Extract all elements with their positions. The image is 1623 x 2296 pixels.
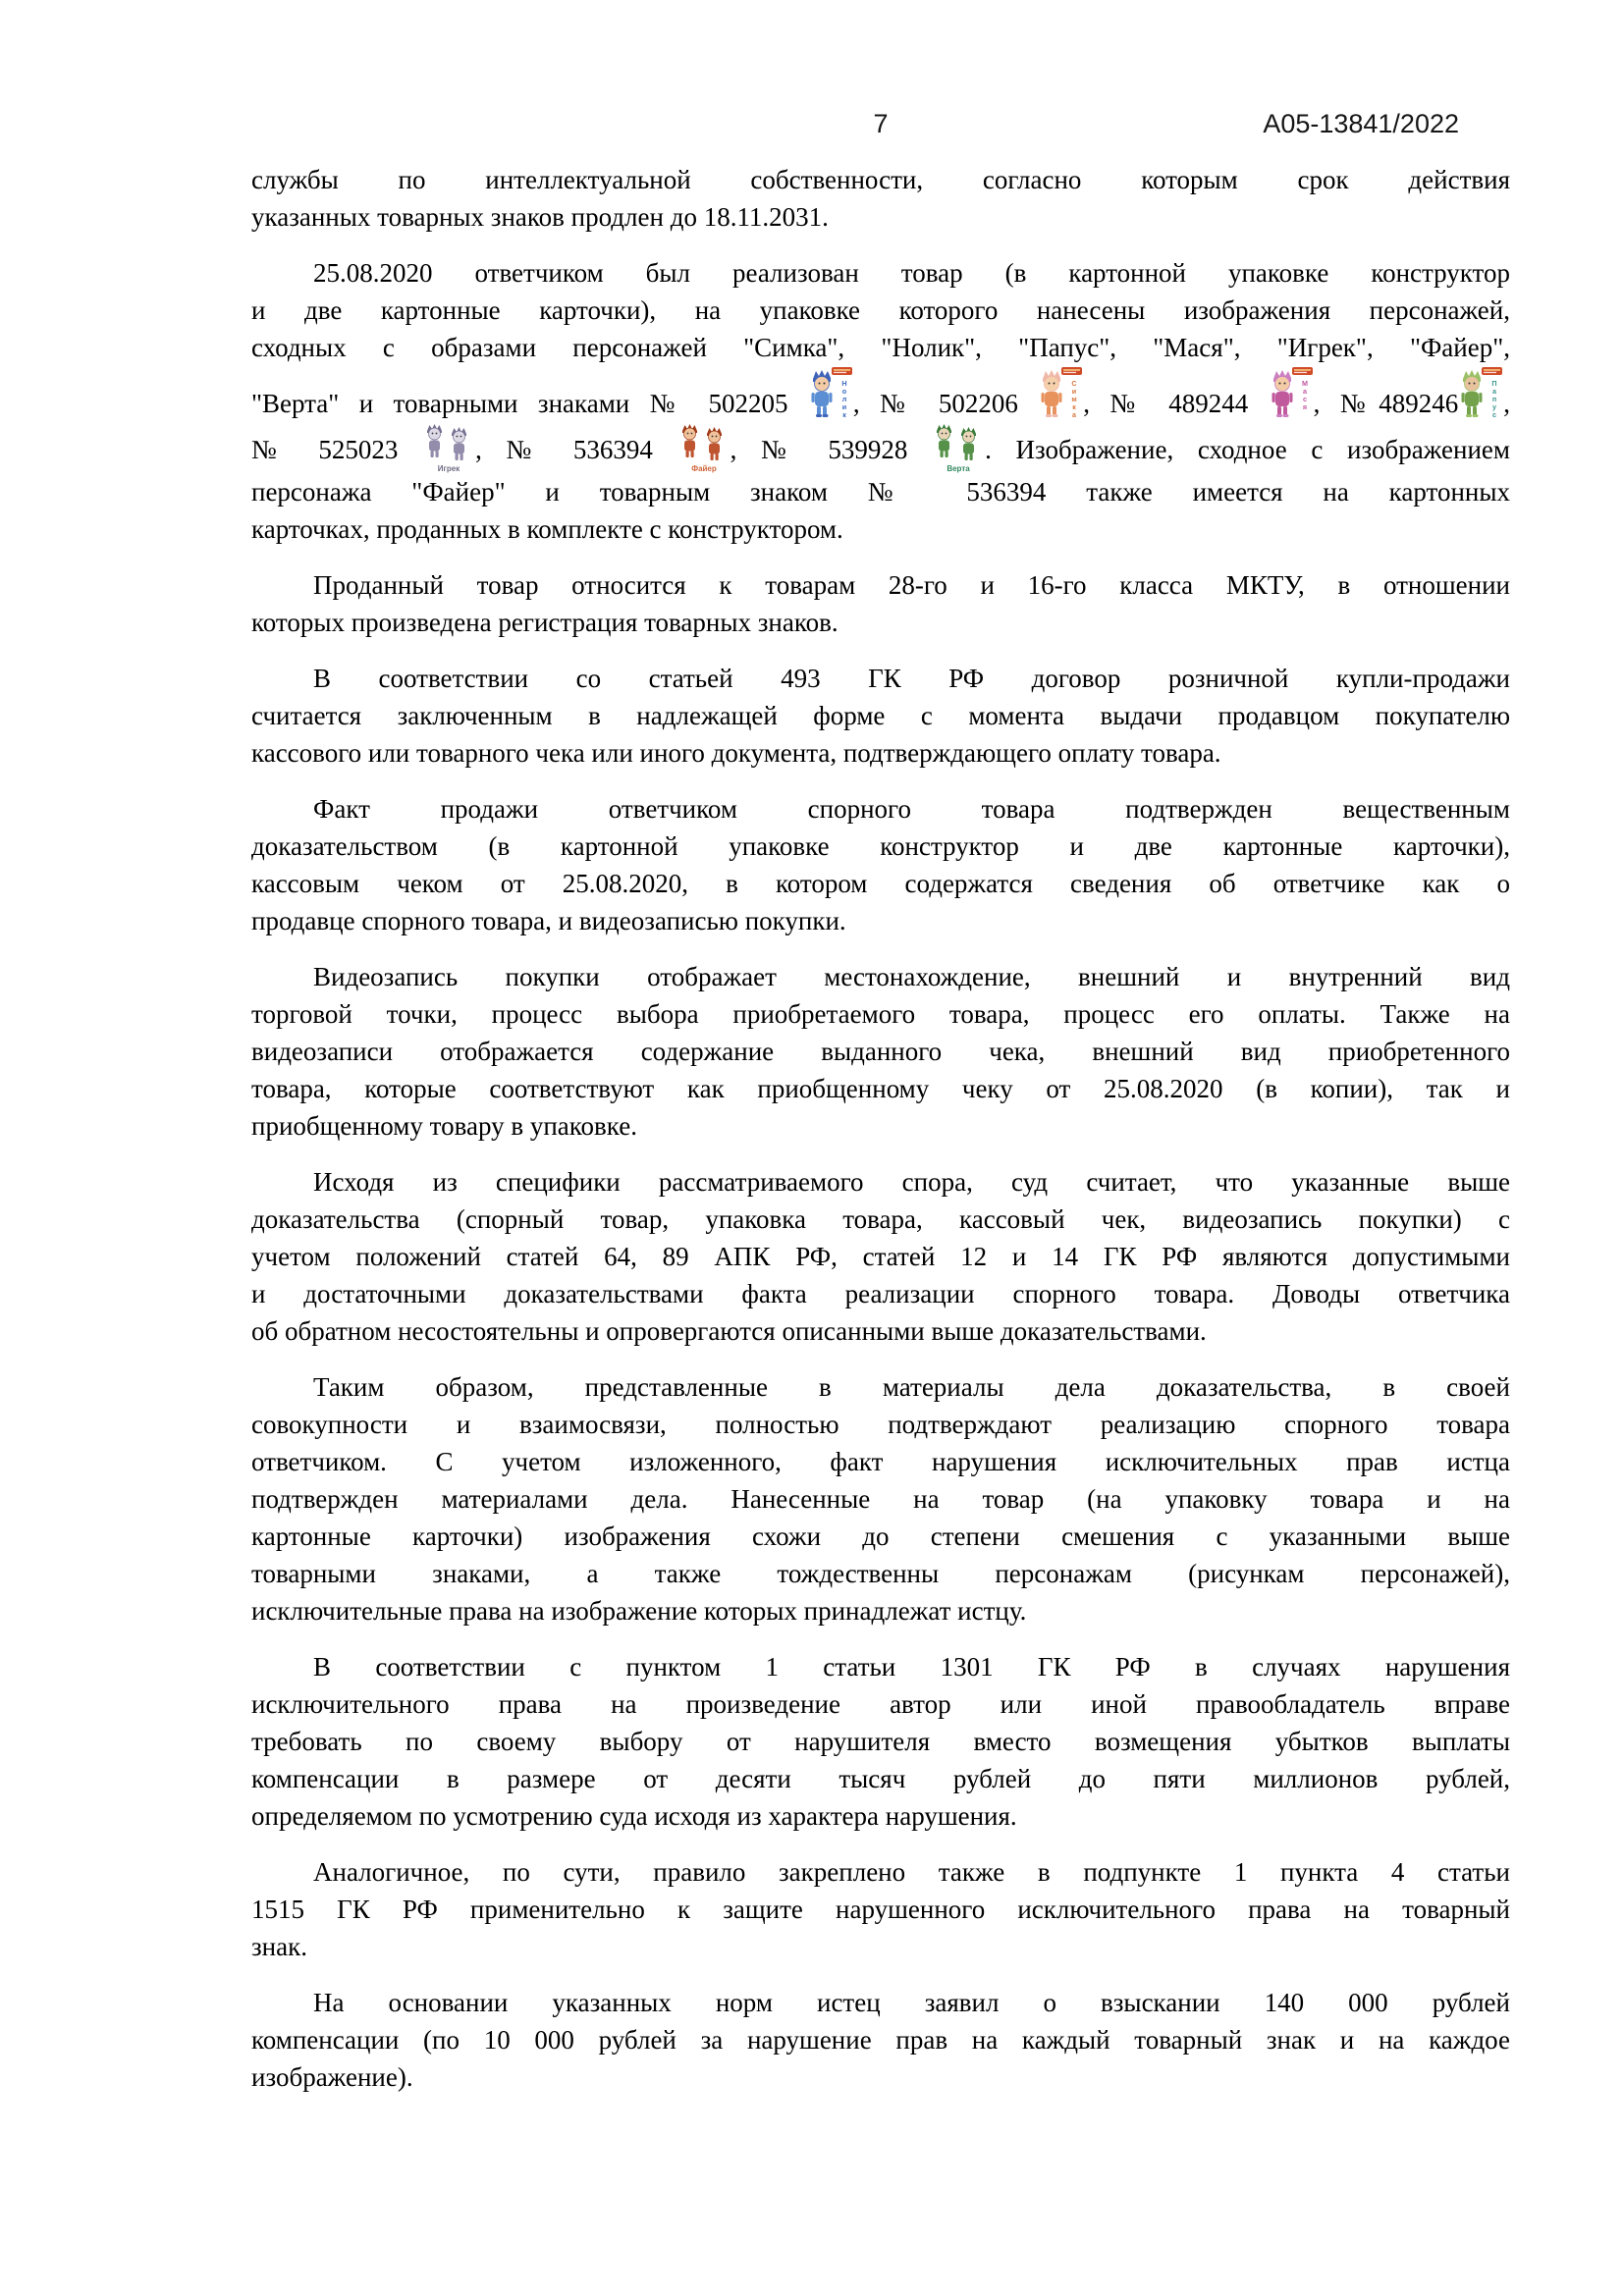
page-header <box>251 110 1510 149</box>
svg-text:л: л <box>841 395 847 403</box>
paragraph-claim-amount <box>251 1984 1510 2096</box>
text-line: подтвержден материалами дела. Нанесенные на товар (на упаковку товара и на <box>251 1484 1510 1514</box>
svg-text:п: п <box>1492 395 1497 403</box>
text-line: приобщенному товару в упаковке. <box>251 1111 637 1141</box>
text-line: персонажа "Файер" и товарным знаком № 536394 также имеется на картонных <box>251 477 1510 507</box>
text-line: видеозаписи отображается содержание выданного чека, внешний вид приобретенного <box>251 1037 1510 1066</box>
svg-text:и: и <box>1072 387 1077 396</box>
svg-text:П: П <box>1491 379 1497 388</box>
text-line: службы по интеллектуальной собственности, согласно которым срок действия <box>251 165 1510 194</box>
text-line: 25.08.2020 ответчиком был реализован товар (в картонной упаковке конструктор <box>313 258 1510 288</box>
svg-text:Игрек: Игрек <box>437 464 460 473</box>
paragraph-conclusion-infringement <box>251 1368 1510 1629</box>
svg-text:а: а <box>1302 387 1307 396</box>
svg-text:С: С <box>1071 379 1077 388</box>
masya-trademark-icon <box>1269 366 1314 421</box>
text-line: и две картонные карточки), на упаковке которого нанесены изображения персонажей, <box>251 295 1510 325</box>
svg-text:у: у <box>1492 402 1497 411</box>
svg-text:а: а <box>1072 410 1077 419</box>
text-line: Видеозапись покупки отображает местонахождение, внешний и внутренний вид <box>313 962 1510 991</box>
fire-trademark-icon <box>677 422 730 473</box>
paragraph-article-493 <box>251 660 1510 772</box>
svg-text:а: а <box>1492 387 1497 396</box>
text-line: совокупности и взаимосвязи, полностью подтверждают реализацию спорного товара <box>251 1410 1510 1439</box>
text-line: 1515 ГК РФ применительно к защите нарушенного исключительного права на товарный <box>251 1895 1510 1924</box>
text-line: считается заключенным в надлежащей форме с момента выдачи продавцом покупателю <box>251 701 1510 730</box>
text-line: указанных товарных знаков продлен до 18.11.2031. <box>251 202 829 232</box>
svg-text:М: М <box>1301 379 1308 388</box>
text-line: Исходя из специфики рассматриваемого спора, суд считает, что указанные выше <box>313 1167 1510 1197</box>
igrek-trademark-icon <box>422 422 475 473</box>
text-line: № 525023 Игрек , № 536394 Файер , № 539928 Верта . Изображение, сходное с изображением <box>251 422 1510 473</box>
svg-text:о: о <box>841 387 847 396</box>
papus-trademark-icon <box>1458 366 1503 421</box>
text-line: Аналогичное, по сути, правило закреплено также в подпункте 1 пункта 4 статьи <box>313 1857 1510 1887</box>
text-line: компенсации в размере от десяти тысяч рублей до пяти миллионов рублей, <box>251 1764 1510 1793</box>
text-line: изображение). <box>251 2062 413 2092</box>
paragraph-continuation <box>251 161 1510 236</box>
text-line: В соответствии с пунктом 1 статьи 1301 ГК РФ в случаях нарушения <box>313 1652 1510 1682</box>
text-line: картонные карточки) изображения схожи до степени смешения с указанными выше <box>251 1522 1510 1551</box>
paragraph-video-record <box>251 958 1510 1145</box>
svg-text:м: м <box>1071 395 1077 403</box>
paragraph-article-1301 <box>251 1648 1510 1835</box>
text-line: карточках, проданных в комплекте с конструктором. <box>251 514 843 544</box>
text-line: товара, которые соответствуют как приобщенному чеку от 25.08.2020 (в копии), так и <box>251 1074 1510 1103</box>
text-line: учетом положений статей 64, 89 АПК РФ, статей 12 и 14 ГК РФ являются допустимыми <box>251 1242 1510 1271</box>
paragraph-goods-classes <box>251 566 1510 641</box>
text-line: Факт продажи ответчиком спорного товара подтвержден вещественным <box>313 794 1510 824</box>
case-number: А05-13841/2022 <box>1263 109 1459 138</box>
text-line: определяемом по усмотрению суда исходя из характера нарушения. <box>251 1801 1017 1831</box>
text-line: исключительного права на произведение автор или иной правообладатель вправе <box>251 1689 1510 1719</box>
text-line: В соответствии со статьей 493 ГК РФ договор розничной купли-продажи <box>313 664 1510 693</box>
text-line: которых произведена регистрация товарных знаков. <box>251 608 839 637</box>
simka-trademark-icon <box>1038 366 1083 421</box>
text-line: знак. <box>251 1932 307 1961</box>
text-line: об обратном несостоятельны и опровергаются описанными выше доказательствами. <box>251 1316 1207 1346</box>
svg-text:к: к <box>842 410 846 419</box>
text-line: доказательством (в картонной упаковке конструктор и две картонные карточки), <box>251 831 1510 861</box>
text-line: Таким образом, представленные в материалы дела доказательства, в своей <box>313 1372 1510 1402</box>
text-line: торговой точки, процесс выбора приобретаемого товара, процесс его оплаты. Также на <box>251 999 1510 1029</box>
text-line: и достаточными доказательствами факта реализации спорного товара. Доводы ответчика <box>251 1279 1510 1308</box>
paragraph-evidence-assessment <box>251 1163 1510 1350</box>
svg-text:Файер: Файер <box>690 464 717 473</box>
text-line: кассового или товарного чека или иного документа, подтверждающего оплату товара. <box>251 738 1221 768</box>
paragraph-article-1515 <box>251 1853 1510 1965</box>
svg-text:Н: Н <box>841 379 847 388</box>
svg-text:к: к <box>1072 402 1077 411</box>
svg-text:я: я <box>1302 402 1307 411</box>
svg-text:с: с <box>1492 410 1497 419</box>
svg-text:и: и <box>841 402 847 411</box>
paragraph-sale-proof <box>251 790 1510 939</box>
text-line: продавце спорного товара, и видеозаписью покупки. <box>251 906 846 935</box>
text-line: исключительные права на изображение которых принадлежат истцу. <box>251 1596 1027 1626</box>
svg-text:Верта: Верта <box>947 464 970 473</box>
text-line: товарными знаками, а также тождественны персонажам (рисункам персонажей), <box>251 1559 1510 1588</box>
text-line: На основании указанных норм истец заявил о взыскании 140 000 рублей <box>313 1988 1510 2017</box>
svg-text:с: с <box>1302 395 1307 403</box>
text-line: доказательства (спорный товар, упаковка товара, кассовый чек, видеозапись покупки) с <box>251 1204 1510 1234</box>
text-line: требовать по своему выбору от нарушителя вместо возмещения убытков выплаты <box>251 1727 1510 1756</box>
paragraph-sale-facts <box>251 254 1510 548</box>
text-line: компенсации (по 10 000 рублей за нарушение прав на каждый товарный знак и на каждое <box>251 2025 1510 2055</box>
page-number: 7 <box>873 109 889 138</box>
text-line: кассовым чеком от 25.08.2020, в котором содержатся сведения об ответчике как о <box>251 869 1510 898</box>
text-line: ответчиком. С учетом изложенного, факт нарушения исключительных прав истца <box>251 1447 1510 1476</box>
text-line: Проданный товар относится к товарам 28-го и 16-го класса МКТУ, в отношении <box>313 570 1510 600</box>
document-body <box>251 161 1510 2114</box>
nolik-trademark-icon <box>808 366 853 421</box>
verta-trademark-icon <box>932 422 985 473</box>
text-line: сходных с образами персонажей "Симка", "Нолик", "Папус", "Мася", "Игрек", "Файер", <box>251 333 1510 362</box>
text-line: "Верта" и товарными знаками № 502205 Н о л и к , № 502206 С и м к а , № 489244 М а с я , №489246 П а п у с , <box>251 366 1510 422</box>
